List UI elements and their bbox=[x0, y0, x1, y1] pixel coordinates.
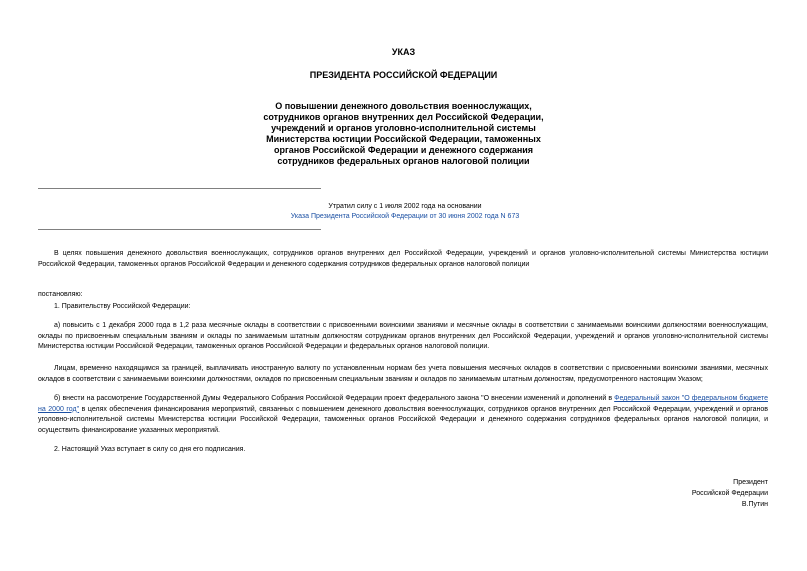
preamble-paragraph: В целях повышения денежного довольствия военнослужащих, сотрудников органов внутренних дел Российской Федерации, учреждений и органов уголовно-исполнительной системы Министерства юстиции Российской Федерации, таможенных органов Российской Федерации и денежного содержания сотрудников федеральных органов налоговой полиции bbox=[38, 250, 768, 268]
signature-title: Президент bbox=[733, 479, 768, 486]
item-2: 2. Настоящий Указ вступает в силу со дня его подписания. bbox=[54, 446, 246, 453]
item-1a: а) повысить с 1 декабря 2000 года в 1,2 раза месячные оклады в соответствии с присвоенными воинскими званиями и месячные оклады в соответствии с занимаемыми воинскими должностями военнослужащим, оклады по присвоенным специальным званиям и оклады по занимаемым штатным должностям сотрудникам органов внутренних дел Российской Федерации, учреждений и органов уголовно-исполнительной системы Министерства юстиции Российской Федерации, таможенных органов Российской Федерации и федеральных органов налоговой полиции. bbox=[38, 322, 768, 350]
decree-word: постановляю: bbox=[38, 291, 83, 298]
item-1b-end: в целях обеспечения финансирования мероприятий, связанных с повышением денежного довольствия военнослужащих, сотрудников органов внутренних дел Российской Федерации, учреждений и органов уголовно-исполнительной системы Министерства юстиции Российской Федерации, таможенных органов Российской Федерации и денежного содержания сотрудников федеральных органов налоговой полиции, и осуществить финансирование указанных мероприятий. bbox=[38, 405, 768, 434]
document-subject: О повышении денежного довольствия военнослужащих, сотрудников органов внутренних дел Российской Федерации, учреждений и органов уголовно-исполнительной системы Министерства юстиции Российской Федерации, таможенных органов Российской Федерации и денежного содержания сотрудников федеральных органов налоговой полиции bbox=[263, 101, 544, 166]
signature-country: Российской Федерации bbox=[691, 490, 768, 497]
item-1a-abroad: Лицам, временно находящимся за границей, выплачивать иностранную валюту по установленным нормам без учета повышения месячных окладов в соответствии с присвоенными воинскими званиями, месячных окладов в соответствии с занимаемыми воинскими должностями, окладов по присвоенным специальным званиям и окладов по занимаемым штатным должностям, предусмотренного настоящим Указом; bbox=[38, 365, 768, 383]
signature-name: В.Путин bbox=[741, 501, 768, 508]
item-1b bbox=[38, 394, 768, 436]
status-note bbox=[240, 202, 570, 222]
divider-top bbox=[38, 188, 321, 189]
divider-bottom bbox=[38, 229, 321, 230]
document-issuer: ПРЕЗИДЕНТА РОССИЙСКОЙ ФЕДЕРАЦИИ bbox=[309, 70, 498, 80]
item-1: 1. Правительству Российской Федерации: bbox=[54, 303, 191, 310]
document-title: УКАЗ bbox=[391, 47, 416, 57]
signature-block bbox=[692, 477, 768, 510]
repeal-decree-link[interactable]: Указа Президента Российской Федерации от 30 июня 2002 года N 673 bbox=[290, 213, 520, 220]
status-text: Утратил силу с 1 июля 2002 года на основании bbox=[328, 203, 482, 210]
budget-law-link[interactable]: Федеральный закон "О федеральном бюджете на 2000 год" bbox=[38, 395, 768, 413]
item-1b-start: б) внести на рассмотрение Государственной Думы Федерального Собрания Российской Федерации проект федерального закона "О внесении изменений и дополнений в bbox=[54, 395, 615, 402]
